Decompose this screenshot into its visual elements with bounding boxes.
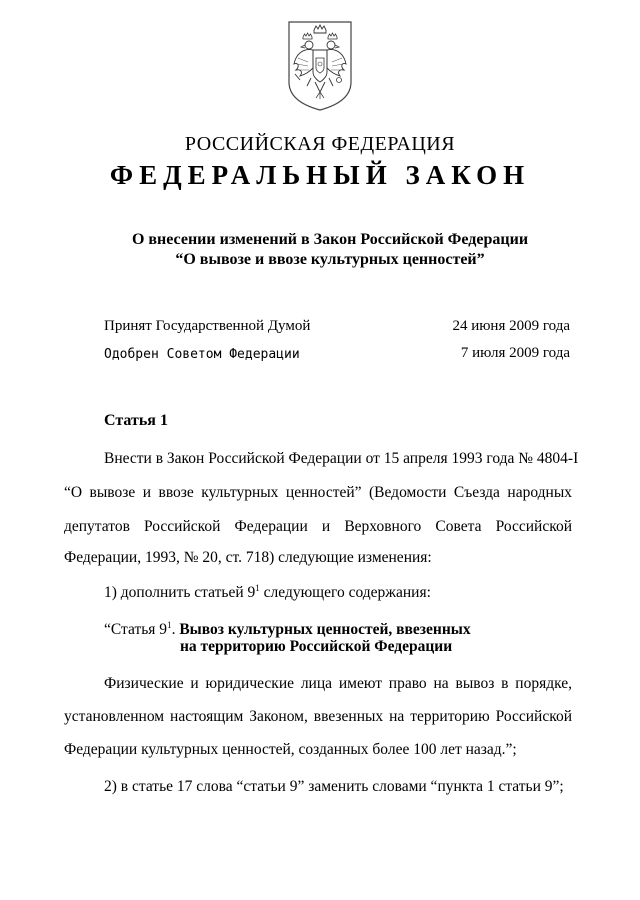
double-headed-eagle-icon xyxy=(287,20,353,112)
council-approval-date: 7 июля 2009 года xyxy=(460,345,570,361)
duma-adoption-date: 24 июня 2009 года xyxy=(452,318,570,334)
article-intro-line-1: Внести в Закон Российской Федерации от 15 апреля 1993 года № 4804-I xyxy=(104,450,579,467)
new-article-title-line-2: на территорию Российской Федерации xyxy=(180,638,453,655)
superscript-number: 1 xyxy=(167,620,172,630)
new-article-body-line-2: установленном настоящим Законом, ввезенных на территорию Российской xyxy=(64,708,572,725)
new-article-dot: . xyxy=(171,621,180,638)
article-title: Статья 1 xyxy=(104,412,168,429)
new-article-title-line-1: Вывоз культурных ценностей, ввезенных xyxy=(179,621,471,638)
new-article-prefix: “Статья 9 xyxy=(104,621,168,638)
new-article-body-line-1: Физические и юридические лица имеют право на вывоз в порядке, xyxy=(104,675,572,692)
state-emblem xyxy=(287,20,353,112)
article-intro-line-2: “О вывозе и ввозе культурных ценностей” (Ведомости Съезда народных xyxy=(64,484,572,501)
duma-adoption-label: Принят Государственной Думой xyxy=(104,318,311,334)
amendment-item-1 xyxy=(104,584,431,602)
article-intro-line-4: Федерации, 1993, № 20, ст. 718) следующие изменения: xyxy=(64,549,432,566)
new-article-body-line-3: Федерации культурных ценностей, созданных более 100 лет назад.”; xyxy=(64,741,517,758)
amendment-item-1-text: 1) дополнить статьей 9 xyxy=(104,584,256,601)
article-intro-line-3: депутатов Российской Федерации и Верховного Совета Российской xyxy=(64,518,572,535)
amendment-item-1-suffix: следующего содержания: xyxy=(259,584,431,601)
law-subject-line-2: “О вывозе и ввозе культурных ценностей” xyxy=(175,251,485,268)
new-article-heading xyxy=(104,621,471,639)
superscript-number: 1 xyxy=(255,583,260,593)
amendment-item-2: 2) в статье 17 слова “статьи 9” заменить словами “пункта 1 статьи 9”; xyxy=(104,778,564,795)
law-subject-line-1: О внесении изменений в Закон Российской Федерации xyxy=(131,231,529,248)
document-type-heading: ФЕДЕРАЛЬНЫЙ ЗАКОН xyxy=(109,160,531,190)
country-heading: РОССИЙСКАЯ ФЕДЕРАЦИЯ xyxy=(184,133,456,155)
council-approval-label: Одобрен Советом Федерации xyxy=(104,347,300,362)
